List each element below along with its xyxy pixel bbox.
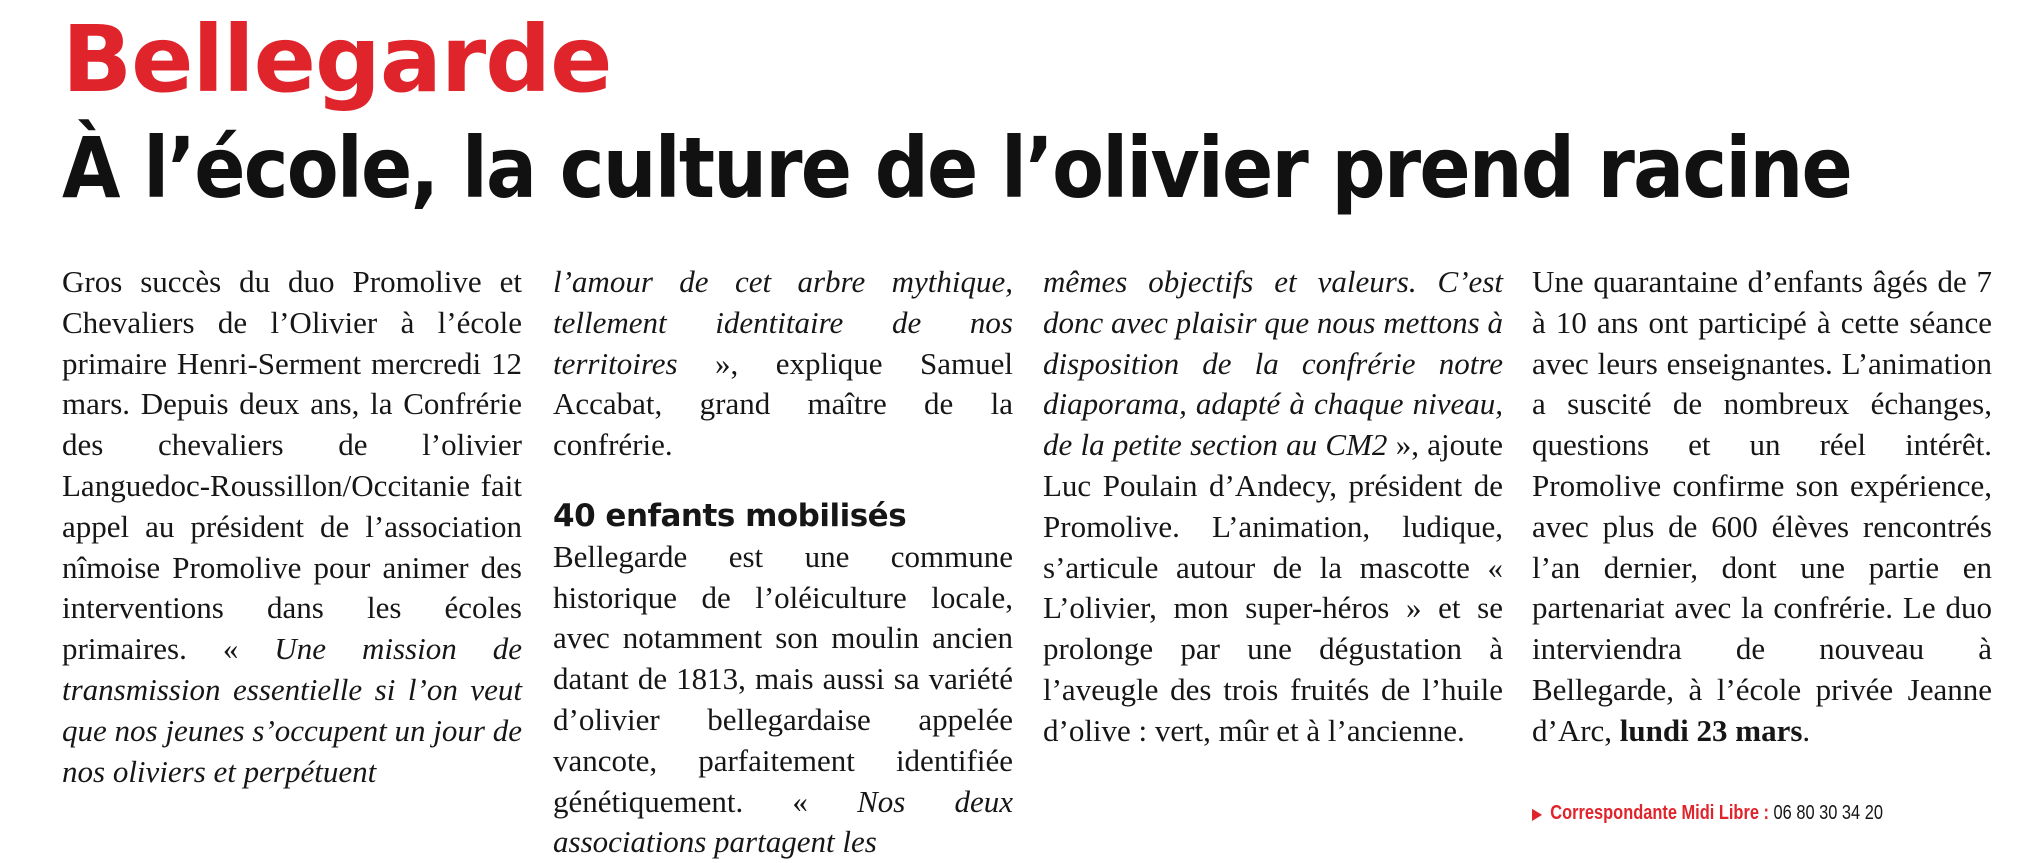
article-headline: À l’école, la culture de l’olivier prend racine [62, 119, 1851, 217]
quote: Une mission de transmission essentielle si l’on veut que nos jeunes s’occupent un jour de nos oliviers et perpétuent [62, 631, 522, 789]
article-column-4 [1532, 262, 1992, 752]
triangle-right-icon: ▶ [1532, 806, 1543, 823]
paragraph: mêmes objectifs et valeurs. C’est donc avec plaisir que nous mettons à disposition de la confrérie notre diaporama, adapté à chaque niveau, de la petite section au CM2 », ajoute Luc Poulain d’Andecy, président de Promolive. L’animation, ludique, s’articule autour de la mascotte « L’olivier, mon super-héros » et se prolonge par une dégustation à l’aveugle des trois fruités de l’huile d’olive : vert, mûr et à l’ancienne. [1043, 264, 1503, 748]
quote: mêmes objectifs et valeurs. C’est donc avec plaisir que nous mettons à disposition de la confrérie notre diaporama, adapté à chaque niveau, de la petite section au CM2 [1043, 264, 1503, 463]
quote: l’amour de cet arbre mythique, tellement identitaire de nos territoires [553, 264, 1013, 381]
article-column-3 [1043, 262, 1503, 752]
article-column-2 [553, 262, 1013, 863]
paragraph: l’amour de cet arbre mythique, tellement identitaire de nos territoires », explique Samuel Accabat, grand maître de la confrérie. [553, 264, 1013, 463]
date-highlight: lundi 23 mars [1619, 712, 1803, 748]
section-subheading: 40 enfants mobilisés [553, 497, 907, 534]
quote: Nos deux associations partagent les [553, 783, 1013, 860]
paragraph: Une quarantaine d’enfants âgés de 7 à 10 ans ont participé à cette séance avec leurs enseignantes. L’animation a suscité de nombreux échanges, questions et un réel intérêt. Promolive confirme son expérience, avec plus de 600 élèves rencontrés l’an dernier, dont une partie en partenariat avec la confrérie. Le duo interviendra de nouveau à Bellegarde, à l’école privée Jeanne d’Arc, lundi 23 mars. [1532, 264, 1992, 748]
correspondent-credit [1532, 800, 1883, 828]
paragraph: Gros succès du duo Promolive et Chevaliers de l’Olivier à l’école primaire Henri-Serment mercredi 12 mars. Depuis deux ans, la Confrérie des chevaliers de l’olivier Languedoc-Roussillon/Occitanie fait appel au président de l’association nîmoise Promolive pour animer des interventions dans les écoles primaires. « Une mission de transmission essentielle si l’on veut que nos jeunes s’occupent un jour de nos oliviers et perpétuent [62, 264, 522, 789]
article-column-1 [62, 262, 522, 792]
kicker-title: Bellegarde [62, 6, 612, 113]
credit-label: Correspondante Midi Libre : [1550, 802, 1769, 824]
credit-phone: 06 80 30 34 20 [1768, 802, 1883, 824]
paragraph: Bellegarde est une commune historique de l’oléiculture locale, avec notamment son moulin ancien datant de 1813, mais aussi sa variété d’olivier bellegardaise appelée vancote, parfaitement identifiée génétiquement. « Nos deux associations partagent les [553, 538, 1013, 860]
